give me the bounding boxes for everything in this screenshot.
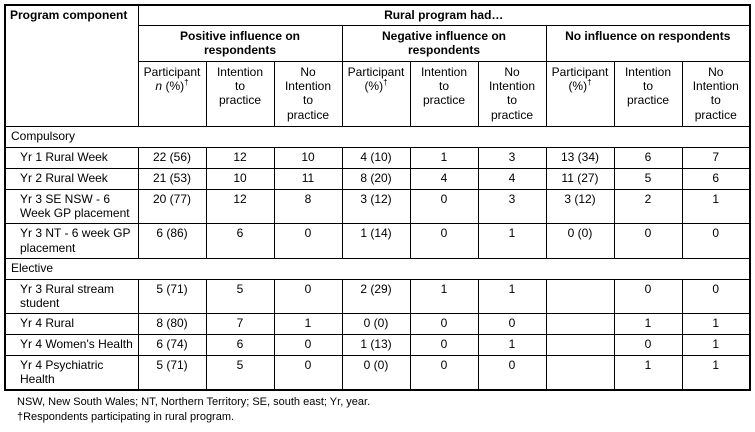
section-label: Compulsory <box>5 127 750 148</box>
value-cell: 1 <box>682 356 750 391</box>
value-cell: 0 (0) <box>342 314 410 335</box>
value-cell: 0 (0) <box>546 224 614 258</box>
n-symbol: n <box>155 79 163 94</box>
value-cell: 1 <box>614 314 682 335</box>
value-cell <box>546 335 614 356</box>
header-line: Intention <box>420 65 468 80</box>
pct-label: (%) <box>568 79 588 94</box>
header-line: No influence on respondents <box>565 29 731 44</box>
header-line: Intention <box>624 65 672 80</box>
header-line: to <box>642 79 653 94</box>
value-cell: 8 <box>274 190 342 224</box>
value-cell: 7 <box>682 148 750 169</box>
header-line: to <box>302 93 313 108</box>
program-label: Yr 1 Rural Week <box>5 148 138 169</box>
value-cell: 12 <box>206 148 274 169</box>
col-header-participant-neg <box>342 62 410 127</box>
value-cell: 3 (12) <box>342 190 410 224</box>
value-cell: 3 <box>478 148 546 169</box>
section-row <box>5 258 750 279</box>
col-header-participant-pos <box>138 62 206 127</box>
value-cell: 11 <box>274 169 342 190</box>
col-header-intention-none <box>614 62 682 127</box>
value-cell: 5 <box>206 279 274 313</box>
header-line: Participant <box>551 65 609 80</box>
value-cell: 10 <box>206 169 274 190</box>
value-cell: 5 (71) <box>138 279 206 313</box>
dagger-symbol: † <box>587 78 592 88</box>
header-line: Participant <box>143 65 201 80</box>
header-line: Participant <box>347 65 405 80</box>
pct-label: (%) <box>165 79 185 94</box>
header-line: to <box>710 93 721 108</box>
value-cell: 1 <box>478 335 546 356</box>
value-cell: 1 (14) <box>342 224 410 258</box>
program-label: Yr 4 Rural <box>5 314 138 335</box>
pct-label: (%) <box>364 79 384 94</box>
value-cell: 12 <box>206 190 274 224</box>
col-header-intention-neg <box>410 62 478 127</box>
program-label: Yr 3 SE NSW - 6 Week GP placement <box>5 190 138 224</box>
header-line: to <box>438 79 449 94</box>
group-header-negative <box>342 26 546 62</box>
value-cell: 0 <box>478 314 546 335</box>
table-row <box>5 169 750 190</box>
value-cell: 10 <box>274 148 342 169</box>
program-label: Yr 4 Women's Health <box>5 335 138 356</box>
value-cell: 6 <box>206 335 274 356</box>
program-label: Yr 4 Psychiatric Health <box>5 356 138 391</box>
section-row <box>5 127 750 148</box>
program-label: Yr 2 Rural Week <box>5 169 138 190</box>
value-cell: 2 (29) <box>342 279 410 313</box>
dagger-symbol: † <box>184 78 189 88</box>
value-cell: 5 <box>206 356 274 391</box>
value-cell: 6 <box>206 224 274 258</box>
value-cell <box>546 279 614 313</box>
header-line <box>141 79 204 93</box>
value-cell: 8 (20) <box>342 169 410 190</box>
value-cell: 1 <box>682 314 750 335</box>
value-cell: 0 <box>274 335 342 356</box>
value-cell <box>546 356 614 391</box>
header-line: Positive influence on <box>179 29 301 44</box>
value-cell: 3 (12) <box>546 190 614 224</box>
dagger-symbol: † <box>383 78 388 88</box>
header-line <box>549 79 612 93</box>
value-cell: 0 <box>682 279 750 313</box>
group-header-positive <box>138 26 342 62</box>
value-cell: 0 <box>614 224 682 258</box>
value-cell: 1 <box>410 148 478 169</box>
header-line: practice <box>626 93 670 108</box>
program-label: Yr 3 NT - 6 week GP placement <box>5 224 138 258</box>
header-line: No <box>504 65 520 80</box>
header-line <box>345 79 408 93</box>
table-row <box>5 335 750 356</box>
value-cell: 6 (74) <box>138 335 206 356</box>
table-row <box>5 356 750 391</box>
header-line: practice <box>422 93 466 108</box>
value-cell: 0 <box>274 356 342 391</box>
table-row <box>5 190 750 224</box>
value-cell: 3 <box>478 190 546 224</box>
header-line: practice <box>286 107 330 122</box>
value-cell: 0 <box>614 279 682 313</box>
value-cell: 1 <box>274 314 342 335</box>
header-line: to <box>234 79 245 94</box>
value-cell: 1 (13) <box>342 335 410 356</box>
value-cell: 1 <box>682 335 750 356</box>
value-cell: 6 <box>682 169 750 190</box>
value-cell: 4 (10) <box>342 148 410 169</box>
footnote-dagger: †Respondents participating in rural program. <box>17 410 235 423</box>
value-cell: 5 <box>614 169 682 190</box>
banner-header: Rural program had… <box>138 5 750 26</box>
header-line: practice <box>218 93 262 108</box>
col-header-no-intention-none <box>682 62 750 127</box>
table-row <box>5 148 750 169</box>
header-line: to <box>506 93 517 108</box>
value-cell: 4 <box>410 169 478 190</box>
header-line: Negative influence on <box>381 29 507 44</box>
value-cell: 6 (86) <box>138 224 206 258</box>
header-line: Intention <box>488 79 536 94</box>
col-header-no-intention-pos <box>274 62 342 127</box>
value-cell: 1 <box>682 190 750 224</box>
col-header-no-intention-neg <box>478 62 546 127</box>
corner-header: Program component <box>5 5 138 127</box>
header-line: Intention <box>216 65 264 80</box>
value-cell <box>546 314 614 335</box>
value-cell: 0 <box>410 314 478 335</box>
value-cell: 0 <box>410 335 478 356</box>
value-cell: 0 <box>410 356 478 391</box>
col-header-participant-none <box>546 62 614 127</box>
value-cell: 5 (71) <box>138 356 206 391</box>
value-cell: 0 (0) <box>342 356 410 391</box>
header-line: Intention <box>284 79 332 94</box>
value-cell: 22 (56) <box>138 148 206 169</box>
group-header-no-influence <box>546 26 750 62</box>
table-row <box>5 314 750 335</box>
table-row <box>5 279 750 313</box>
value-cell: 13 (34) <box>546 148 614 169</box>
value-cell: 0 <box>274 279 342 313</box>
value-cell: 11 (27) <box>546 169 614 190</box>
program-label: Yr 3 Rural stream student <box>5 279 138 313</box>
header-line: practice <box>490 107 534 122</box>
header-line: Intention <box>692 79 739 94</box>
header-line: No <box>300 65 316 80</box>
value-cell: 6 <box>614 148 682 169</box>
value-cell: 4 <box>478 169 546 190</box>
footnote-abbreviations: NSW, New South Wales; NT, Northern Territory; SE, south east; Yr, year. <box>17 396 371 409</box>
value-cell: 1 <box>478 224 546 258</box>
header-line: No <box>708 65 724 80</box>
value-cell: 0 <box>274 224 342 258</box>
value-cell: 0 <box>478 356 546 391</box>
value-cell: 0 <box>410 224 478 258</box>
value-cell: 1 <box>614 356 682 391</box>
value-cell: 0 <box>410 190 478 224</box>
value-cell: 8 (80) <box>138 314 206 335</box>
header-line: practice <box>694 107 737 122</box>
col-header-intention-pos <box>206 62 274 127</box>
influence-table <box>4 4 751 391</box>
header-line: respondents <box>203 43 276 58</box>
footnotes <box>4 391 751 424</box>
value-cell: 20 (77) <box>138 190 206 224</box>
section-label: Elective <box>5 258 750 279</box>
value-cell: 2 <box>614 190 682 224</box>
value-cell: 7 <box>206 314 274 335</box>
header-line: respondents <box>407 43 480 58</box>
banner-row <box>5 5 750 26</box>
value-cell: 21 (53) <box>138 169 206 190</box>
table-row <box>5 224 750 258</box>
value-cell: 1 <box>478 279 546 313</box>
value-cell: 0 <box>614 335 682 356</box>
value-cell: 1 <box>410 279 478 313</box>
value-cell: 0 <box>682 224 750 258</box>
